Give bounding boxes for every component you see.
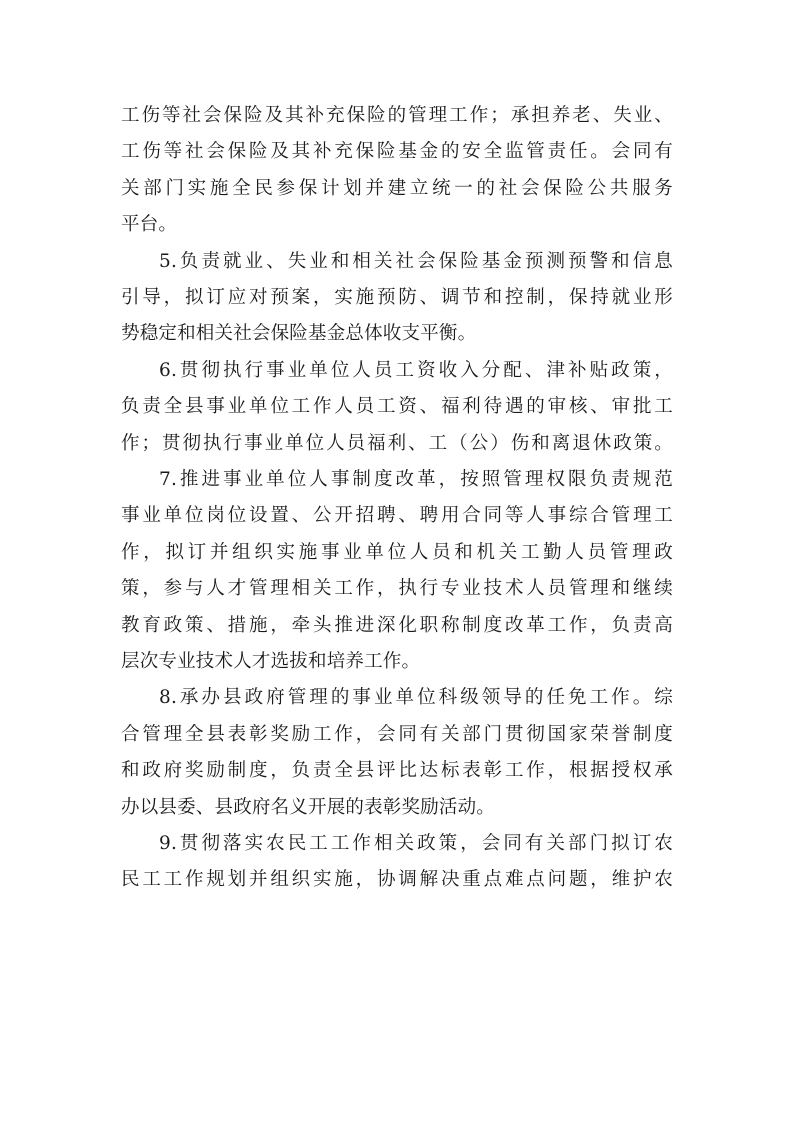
text-line: 平台。 [121,214,178,236]
text-line: 8.承办县政府管理的事业单位科级领导的任免工作。综 [159,687,673,709]
text-line: 层次专业技术人才选拔和培养工作。 [121,651,421,672]
text-line: 工伤等社会保险及其补充保险基金的安全监管责任。会同有 [121,141,673,163]
text-line: 事业单位岗位设置、公开招聘、聘用合同等人事综合管理工 [121,505,673,527]
text-line: 6.贯彻执行事业单位人员工资收入分配、津补贴政策， [159,359,673,381]
text-line: 民工工作规划并组织实施，协调解决重点难点问题，维护农 [121,869,673,891]
text-line: 和政府奖励制度，负责全县评比达标表彰工作，根据授权承 [121,760,673,782]
text-line: 9.贯彻落实农民工工作相关政策，会同有关部门拟订农 [159,833,673,854]
text-line: 工伤等社会保险及其补充保险的管理工作；承担养老、失业、 [121,105,673,126]
text-line: 作，拟订并组织实施事业单位人员和机关工勤人员管理政 [121,541,673,563]
text-line: 作；贯彻执行事业单位人员福利、工（公）伤和离退休政策。 [121,432,673,454]
text-line: 关部门实施全民参保计划并建立统一的社会保险公共服务 [121,177,673,199]
text-line: 势稳定和相关社会保险基金总体收支平衡。 [121,323,477,345]
text-line: 教育政策、措施，牵头推进深化职称制度改革工作，负责高 [121,614,673,636]
text-line: 7.推进事业单位人事制度改革，按照管理权限负责规范 [159,469,673,490]
text-line: 负责全县事业单位工作人员工资、福利待遇的审核、审批工 [121,396,673,418]
text-line: 合管理全县表彰奖励工作，会同有关部门贯彻国家荣誉制度 [121,723,673,745]
text-line: 策，参与人才管理相关工作，执行专业技术人员管理和继续 [121,578,673,600]
text-line: 办以县委、县政府名义开展的表彰奖励活动。 [121,796,496,818]
text-line: 5.负责就业、失业和相关社会保险基金预测预警和信息 [159,250,673,272]
text-line: 引导，拟订应对预案，实施预防、调节和控制，保持就业形 [121,287,673,308]
